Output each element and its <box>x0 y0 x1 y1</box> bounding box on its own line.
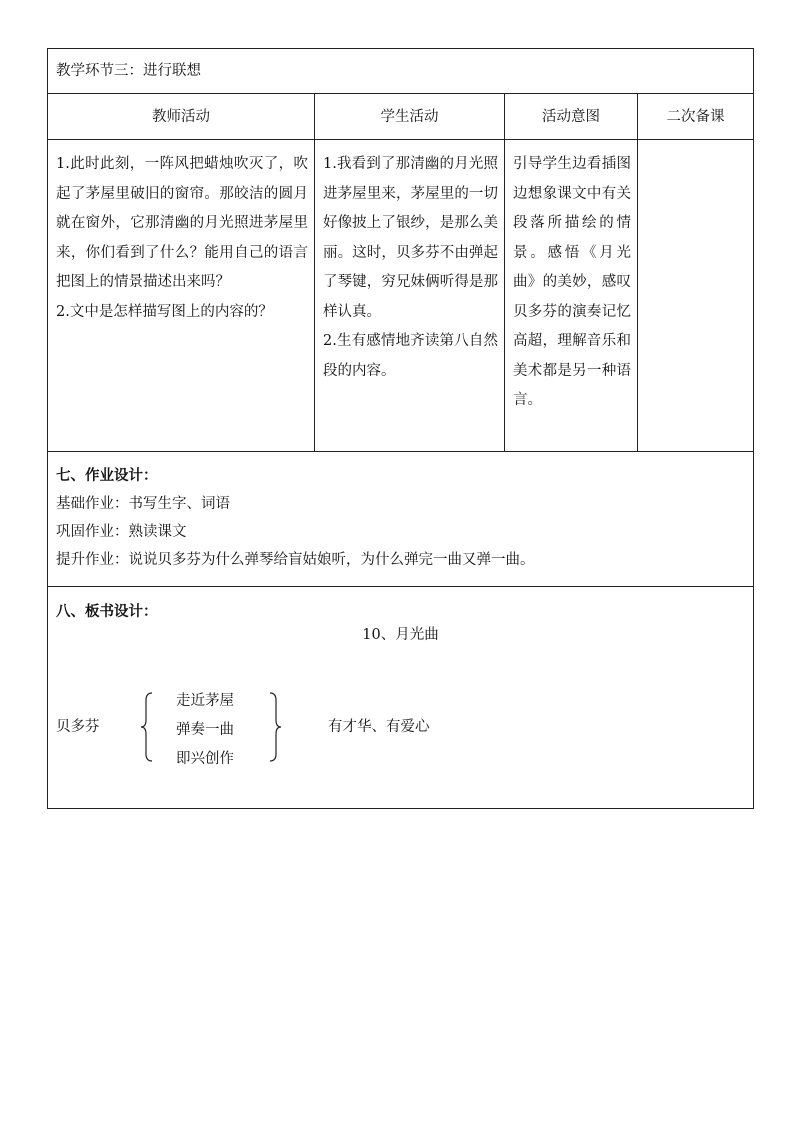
board-item: 弹奏一曲 <box>176 722 234 738</box>
teacher-activity-cell <box>48 140 315 452</box>
student-activity-item: 2.生有感情地齐读第八自然段的内容。 <box>323 333 498 379</box>
homework-item: 提升作业：说说贝多芬为什么弹琴给盲姑娘听，为什么弹完一曲又弹一曲。 <box>56 552 535 568</box>
board-design-title: 八、板书设计： <box>56 603 158 620</box>
board-subject: 贝多芬 <box>56 719 100 735</box>
student-activity-cell <box>315 140 505 452</box>
lesson-table <box>47 48 754 809</box>
board-item: 走近茅屋 <box>176 693 234 709</box>
board-lesson-title: 10、月光曲 <box>362 627 439 643</box>
homework-item: 基础作业：书写生字、词语 <box>56 496 230 512</box>
teacher-activity-item: 1.此时此刻，一阵风把蜡烛吹灭了，吹起了茅屋里破旧的窗帘。那皎洁的圆月就在窗外，它那清幽的月光照进茅屋里来，你们看到了什么？能用自己的语言把图上的情景描述出来吗？ <box>56 156 308 290</box>
section-heading: 教学环节三：进行联想 <box>48 49 754 94</box>
column-header-intent: 活动意图 <box>505 94 638 140</box>
right-brace-icon <box>268 692 282 762</box>
homework-item: 巩固作业：熟读课文 <box>56 524 187 540</box>
board-items-list <box>176 687 234 774</box>
board-design-section <box>48 587 754 809</box>
second-prep-cell <box>638 140 754 452</box>
activity-intent-cell <box>505 140 638 452</box>
homework-section <box>48 452 754 587</box>
board-item: 即兴创作 <box>176 751 234 767</box>
teacher-activity-item: 2.文中是怎样描写图上的内容的？ <box>56 303 273 320</box>
student-activity-item: 1.我看到了那清幽的月光照进茅屋里来，茅屋里的一切好像披上了银纱，是那么美丽。这时，贝多芬不由弹起了琴键，穷兄妹俩听得是那样认真。 <box>323 156 498 320</box>
lesson-plan-page <box>47 48 753 809</box>
column-header-second-prep: 二次备课 <box>638 94 754 140</box>
column-header-teacher: 教师活动 <box>48 94 315 140</box>
activity-intent-text: 引导学生边看插图边想象课文中有关段落所描绘的情景。感悟《月光曲》的美妙，感叹贝多芬的演奏记忆高超，理解音乐和美术都是另一种语言。 <box>513 156 631 408</box>
column-header-student: 学生活动 <box>315 94 505 140</box>
homework-title: 七、作业设计： <box>56 467 158 484</box>
board-summary: 有才华、有爱心 <box>328 719 430 735</box>
left-brace-icon <box>140 692 154 762</box>
